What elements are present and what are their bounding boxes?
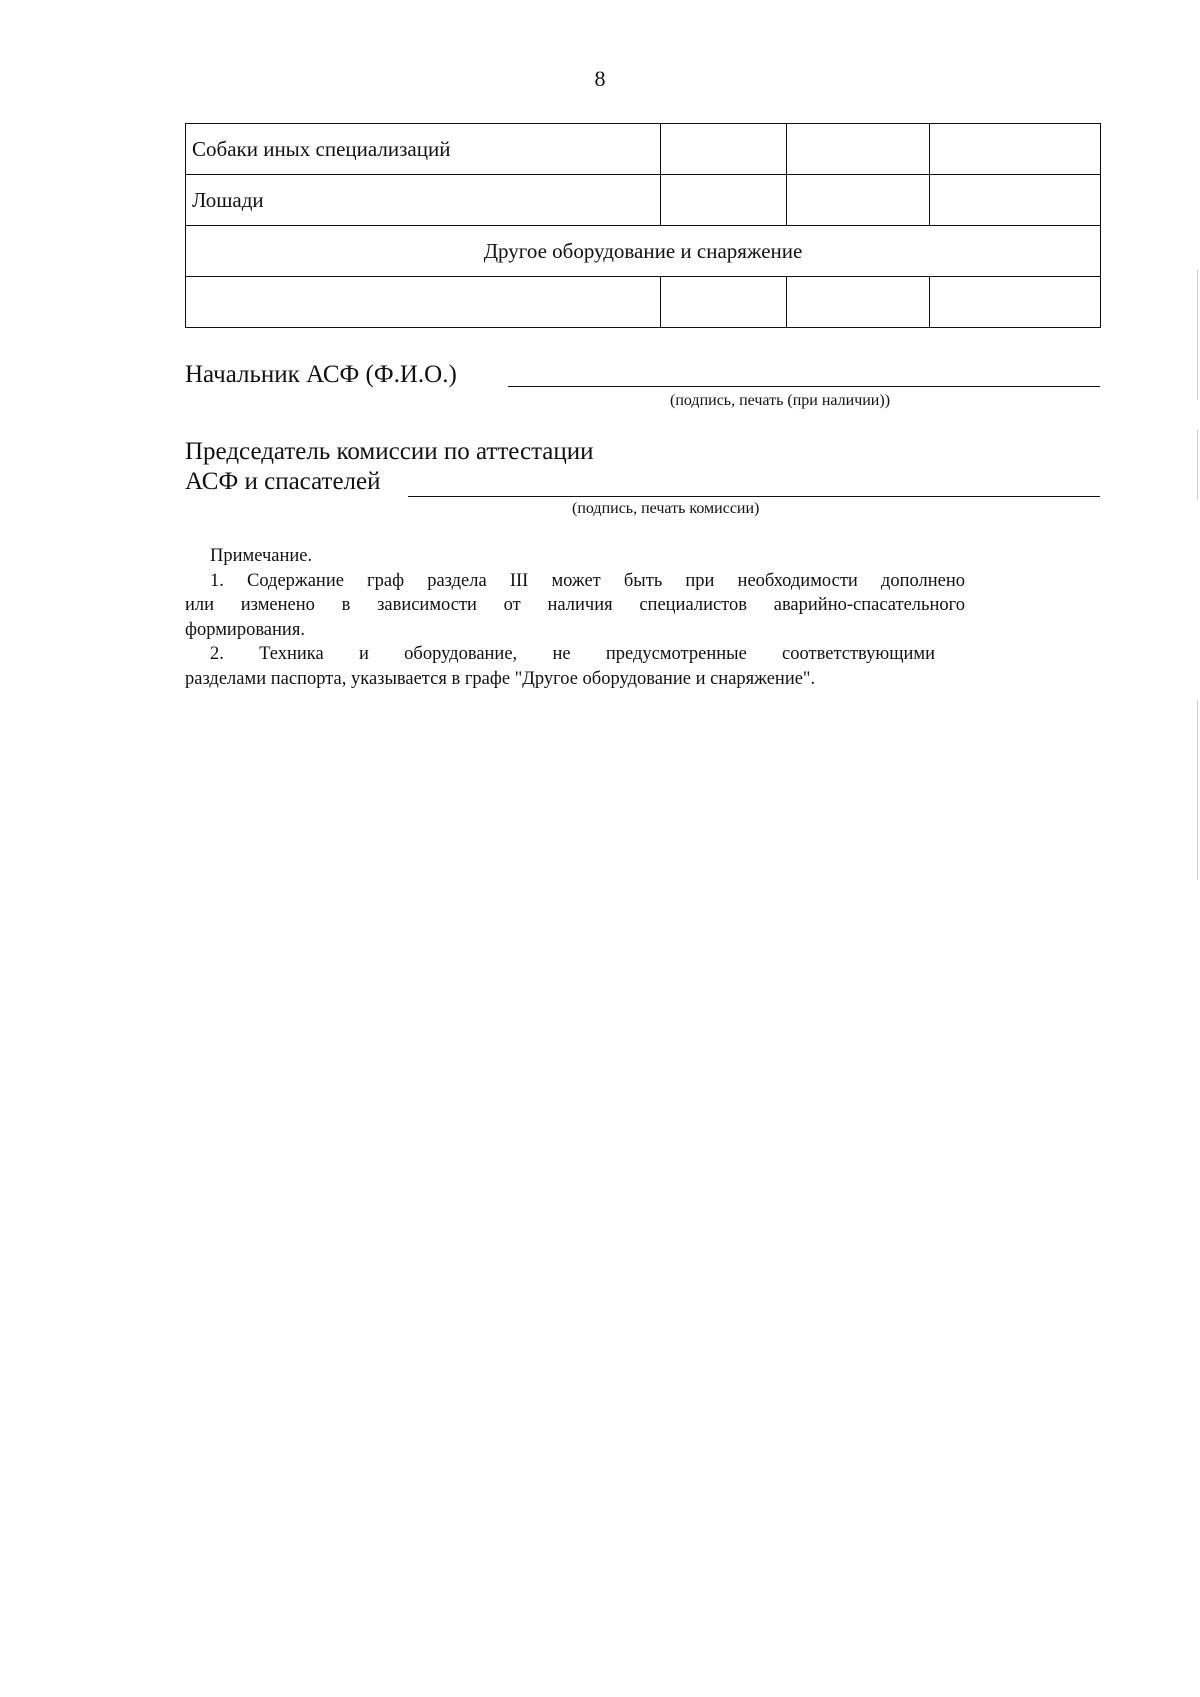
- table-row: [186, 124, 1101, 175]
- equipment-table: [185, 123, 1101, 328]
- table-cell: [930, 124, 1101, 175]
- note-title: Примечание.: [210, 546, 313, 566]
- table-cell: [930, 277, 1101, 328]
- head-signature-caption: (подпись, печать (при наличии)): [670, 392, 891, 409]
- note-item-2-line-2: разделами паспорта, указывается в графе "Другое оборудование и снаряжение".: [185, 668, 816, 689]
- chairman-label-line2: АСФ и спасателей: [185, 468, 381, 495]
- table-cell: [661, 124, 787, 175]
- table-cell: [661, 277, 787, 328]
- note-item-1-line-3: формирования.: [185, 619, 305, 640]
- scan-artifact: [1197, 270, 1198, 400]
- table-section-header: Другое оборудование и снаряжение: [186, 226, 1101, 277]
- table-cell: [787, 124, 930, 175]
- head-signature-line: [508, 386, 1100, 387]
- table-cell: [930, 175, 1101, 226]
- scan-artifact: [1197, 430, 1198, 500]
- scan-artifact: [1197, 700, 1198, 880]
- note-section: [185, 544, 965, 691]
- table-cell: [787, 277, 930, 328]
- chairman-signature-label: [185, 437, 594, 497]
- note-item-1-line-1: 1. Содержание граф раздела III может быть при необходимости дополнено: [210, 570, 965, 591]
- note-item-2-line-1: 2. Техника и оборудование, не предусмотренные соответствующими: [210, 644, 935, 664]
- table-cell: [787, 175, 930, 226]
- chairman-label-line1: Председатель комиссии по аттестации: [185, 438, 594, 465]
- chairman-signature-line: [408, 496, 1100, 497]
- table-cell-label: [186, 277, 661, 328]
- table-row: [186, 277, 1101, 328]
- table-row: [186, 175, 1101, 226]
- table-cell-label: Собаки иных специализаций: [186, 124, 661, 175]
- table-cell-label: Лошади: [186, 175, 661, 226]
- note-item-1-line-2: или изменено в зависимости от наличия специалистов аварийно-спасательного: [185, 595, 965, 615]
- table-section-row: [186, 226, 1101, 277]
- head-signature-label: Начальник АСФ (Ф.И.О.): [185, 361, 457, 388]
- chairman-signature-caption: (подпись, печать комиссии): [572, 500, 760, 517]
- page-number: 8: [594, 66, 606, 91]
- table-cell: [661, 175, 787, 226]
